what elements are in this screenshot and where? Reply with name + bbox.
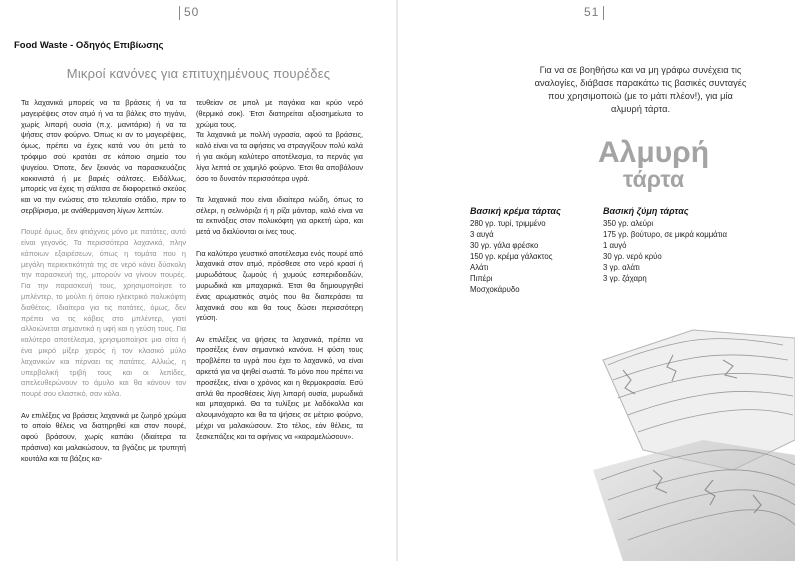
dough-heading: Βασική ζύμη τάρτας	[603, 206, 689, 216]
dough-ingredients	[603, 206, 763, 284]
ingredient-item: 3 αυγά	[470, 230, 494, 239]
page-number-right: 51	[584, 5, 608, 20]
ingredient-item: 3 γρ. αλάτι	[603, 263, 640, 272]
text-column-1	[21, 98, 186, 475]
running-header: Food Waste - Οδηγός Επιβίωσης	[14, 40, 164, 51]
tart-sketch-illustration	[583, 320, 795, 561]
cream-heading: Βασική κρέμα τάρτας	[470, 206, 561, 216]
paragraph: Για καλύτερο γευστικό αποτέλεσμα ενός πουρέ από λαχανικά στον ατμό, πρόσθεσε στο νερό κρασί ή μυρωδάτους ζωμούς ή χυμούς εσπεριδοειδών, μυρωδικά και μπαχαρικά. Έτσι θα δημιουργηθεί ένας αρωματικός ατμός που θα διαπεράσει τα λαχανικά σου και θα τους δώσει περισσότερη γεύση.	[196, 248, 363, 323]
ingredient-item: 3 γρ. ζάχαρη	[603, 274, 647, 283]
ingredient-item: Πιπέρι	[470, 274, 493, 283]
paragraph: Τα λαχανικά μπορείς να τα βράσεις ή να τα μαγειρέψεις στον ατμό ή να τα βάλεις στο τηγάνι, χωρίς λιπαρή ουσία (π.χ. μανιτάρια) ή να τα ψήσεις στον φούρνο. Όπως κι αν το μαγειρέψεις, όμως, πρέπει να έχεις κατά νου ότι μετά το τρόφιμο σού κρατάει σε κάποιο σημείο του ψυγείου. Όποτε, δεν ξεκινάς να παρασκευάζεις κοκκινιστά ή με βαριές σάλτσες. Ειδάλλως, μπορείς να έχεις τη σάλτσα σε διαφορετικό σκεύος και να την ενώσεις στο τελευταίο στάδιο, πριν το σερβίρισμα, με ανάθερμανση λίγων λεπτών.	[21, 98, 186, 215]
recipe-intro: Για να σε βοηθήσω και να μη γράφω συνέχεια τις αναλογίες, διάβασε παρακάτω τις βασικές συνταγές που χρησιμοποιώ (με το μάτι πλέον!), για μία αλμυρή τάρτα.	[534, 65, 747, 114]
section-title: Μικροί κανόνες για επιτυχημένους πουρέδες	[66, 66, 331, 81]
ingredient-item: Αλάτι	[470, 263, 489, 272]
ingredient-item: 150 γρ. κρέμα γάλακτος	[470, 252, 553, 261]
ingredient-item: 280 γρ. τυρί, τριμμένο	[470, 219, 546, 228]
left-page	[0, 0, 397, 561]
ingredient-item: 30 γρ. γάλα φρέσκο	[470, 241, 539, 250]
paragraph: Αν επιλέξεις να βράσεις λαχανικά με ζωηρό χρώμα το οποίο θέλεις να διατηρηθεί και στον πουρέ, αφού βράσουν, χωρίς καπάκι (ιδιαίτερα τα πράσινα) και μαλακώσουν, τα βγάζεις με τρυπητή κουτάλα και τα βάζεις κα-	[21, 410, 186, 463]
cream-ingredients	[470, 206, 592, 295]
paragraph: Αν επιλέξεις να ψήσεις τα λαχανικά, πρέπει να προσέξεις έναν σημαντικό κανόνα. Η φύση τους προβλέπει τα υγρά που έχει το λαχανικό, να είναι αρκετά για να ψηθεί σωστά. Το μόνο που πρέπει να προσέξεις, είναι ο χρόνος και η θερμοκρασία. Εσύ απλά θα προσθέσεις λίγη λιπαρή ουσία, μυρωδικά και μπαχαρικά. Θα τα τυλίξεις με λαδόκολλα και αλουμινόχαρτο και θα τα ψήσεις σε μέτριο φούρνο, μέχρι να μαλακώσουν. Στο τέλος, εάν θέλεις, τα ξεσκεπάζεις και τα αφήνεις να «καραμελώσουν».	[196, 334, 363, 441]
text-column-2	[196, 98, 363, 453]
recipe-title-line2: τάρτα	[622, 166, 685, 192]
paragraph: Πουρέ όμως, δεν φτιάχνεις μόνο με πατάτες, αυτό είναι γεγονός. Τα περισσότερα λαχανικά, πλην κάποιων εξαιρέσεων, όπως η τομάτα που η μεγάλη περιεκτικότητά της σε νερό κάνει δύσκολη την παρασκευή της, μπορούν να γίνουν πουρές. Για την παρασκευή τους, χρησιμοποίησε το μπλέντερ, το μούλτι ή όποιο ηλεκτρικό πολυκόφτη διαθέτεις. Ιδιαίτερα για τις πατάτες, όμως, δεν πρέπει να τις κόβεις στο μπλέντερ, γιατί αλλοιώνεται σημαντικά η υφή και η γεύση τους. Για καλύτερο αποτέλεσμα, χρησιμοποίησε μια σίτα ή ένα μικρό μίξερ χειρός ή τον κλασικό μύλο λαχανικών και πέρναει τις πατάτες. Αλλιώς, η υπερβολική τριβή τους και οι λεπίδες, απελευθερώνουν το άμυλο και θα κάνουν τον πουρέ σου ελαστικό, σαν κόλα.	[21, 227, 186, 399]
right-page	[398, 0, 795, 561]
ingredient-item: Μοσχοκάρυδο	[470, 285, 520, 294]
ingredient-item: 350 γρ. αλεύρι	[603, 219, 654, 228]
ingredient-item: 30 γρ. νερό κρύο	[603, 252, 662, 261]
paragraph: Τα λαχανικά που είναι ιδιαίτερα ινώδη, όπως το σέλερι, η σελινόριζα ή η ρίζα μάνταρ, καλό είναι να τα εκτινάξεις στον πολυκόφτη για αρκετή ώρα, και μετά να διαλύονται οι ίνες τους.	[196, 194, 363, 237]
ingredient-item: 175 γρ. βούτυρο, σε μικρά κομμάτια	[603, 230, 728, 239]
ingredient-item: 1 αυγό	[603, 241, 627, 250]
recipe-title	[598, 138, 709, 190]
recipe-title-line1: Αλμυρή	[598, 136, 710, 169]
page-number-left: 50	[175, 5, 199, 20]
paragraph: τευθείαν σε μπολ με παγάκια και κρύο νερό (θερμικό σοκ). Έτσι διατηρείται αξιοσημείωτα το χρώμα τους. Τα λαχανικά με πολλή υγρασία, αφού τα βράσεις, καλό είναι να τα αφήσεις να στραγγίξουν πολύ καλά ή για ακόμη καλύτερο αποτέλεσμα, τα περνάς για λίγα λεπτά σε χαμηλό φούρνο. Έτσι θα αποβάλουν όσο το δυνατόν περισσότερα υγρά.	[196, 98, 363, 183]
